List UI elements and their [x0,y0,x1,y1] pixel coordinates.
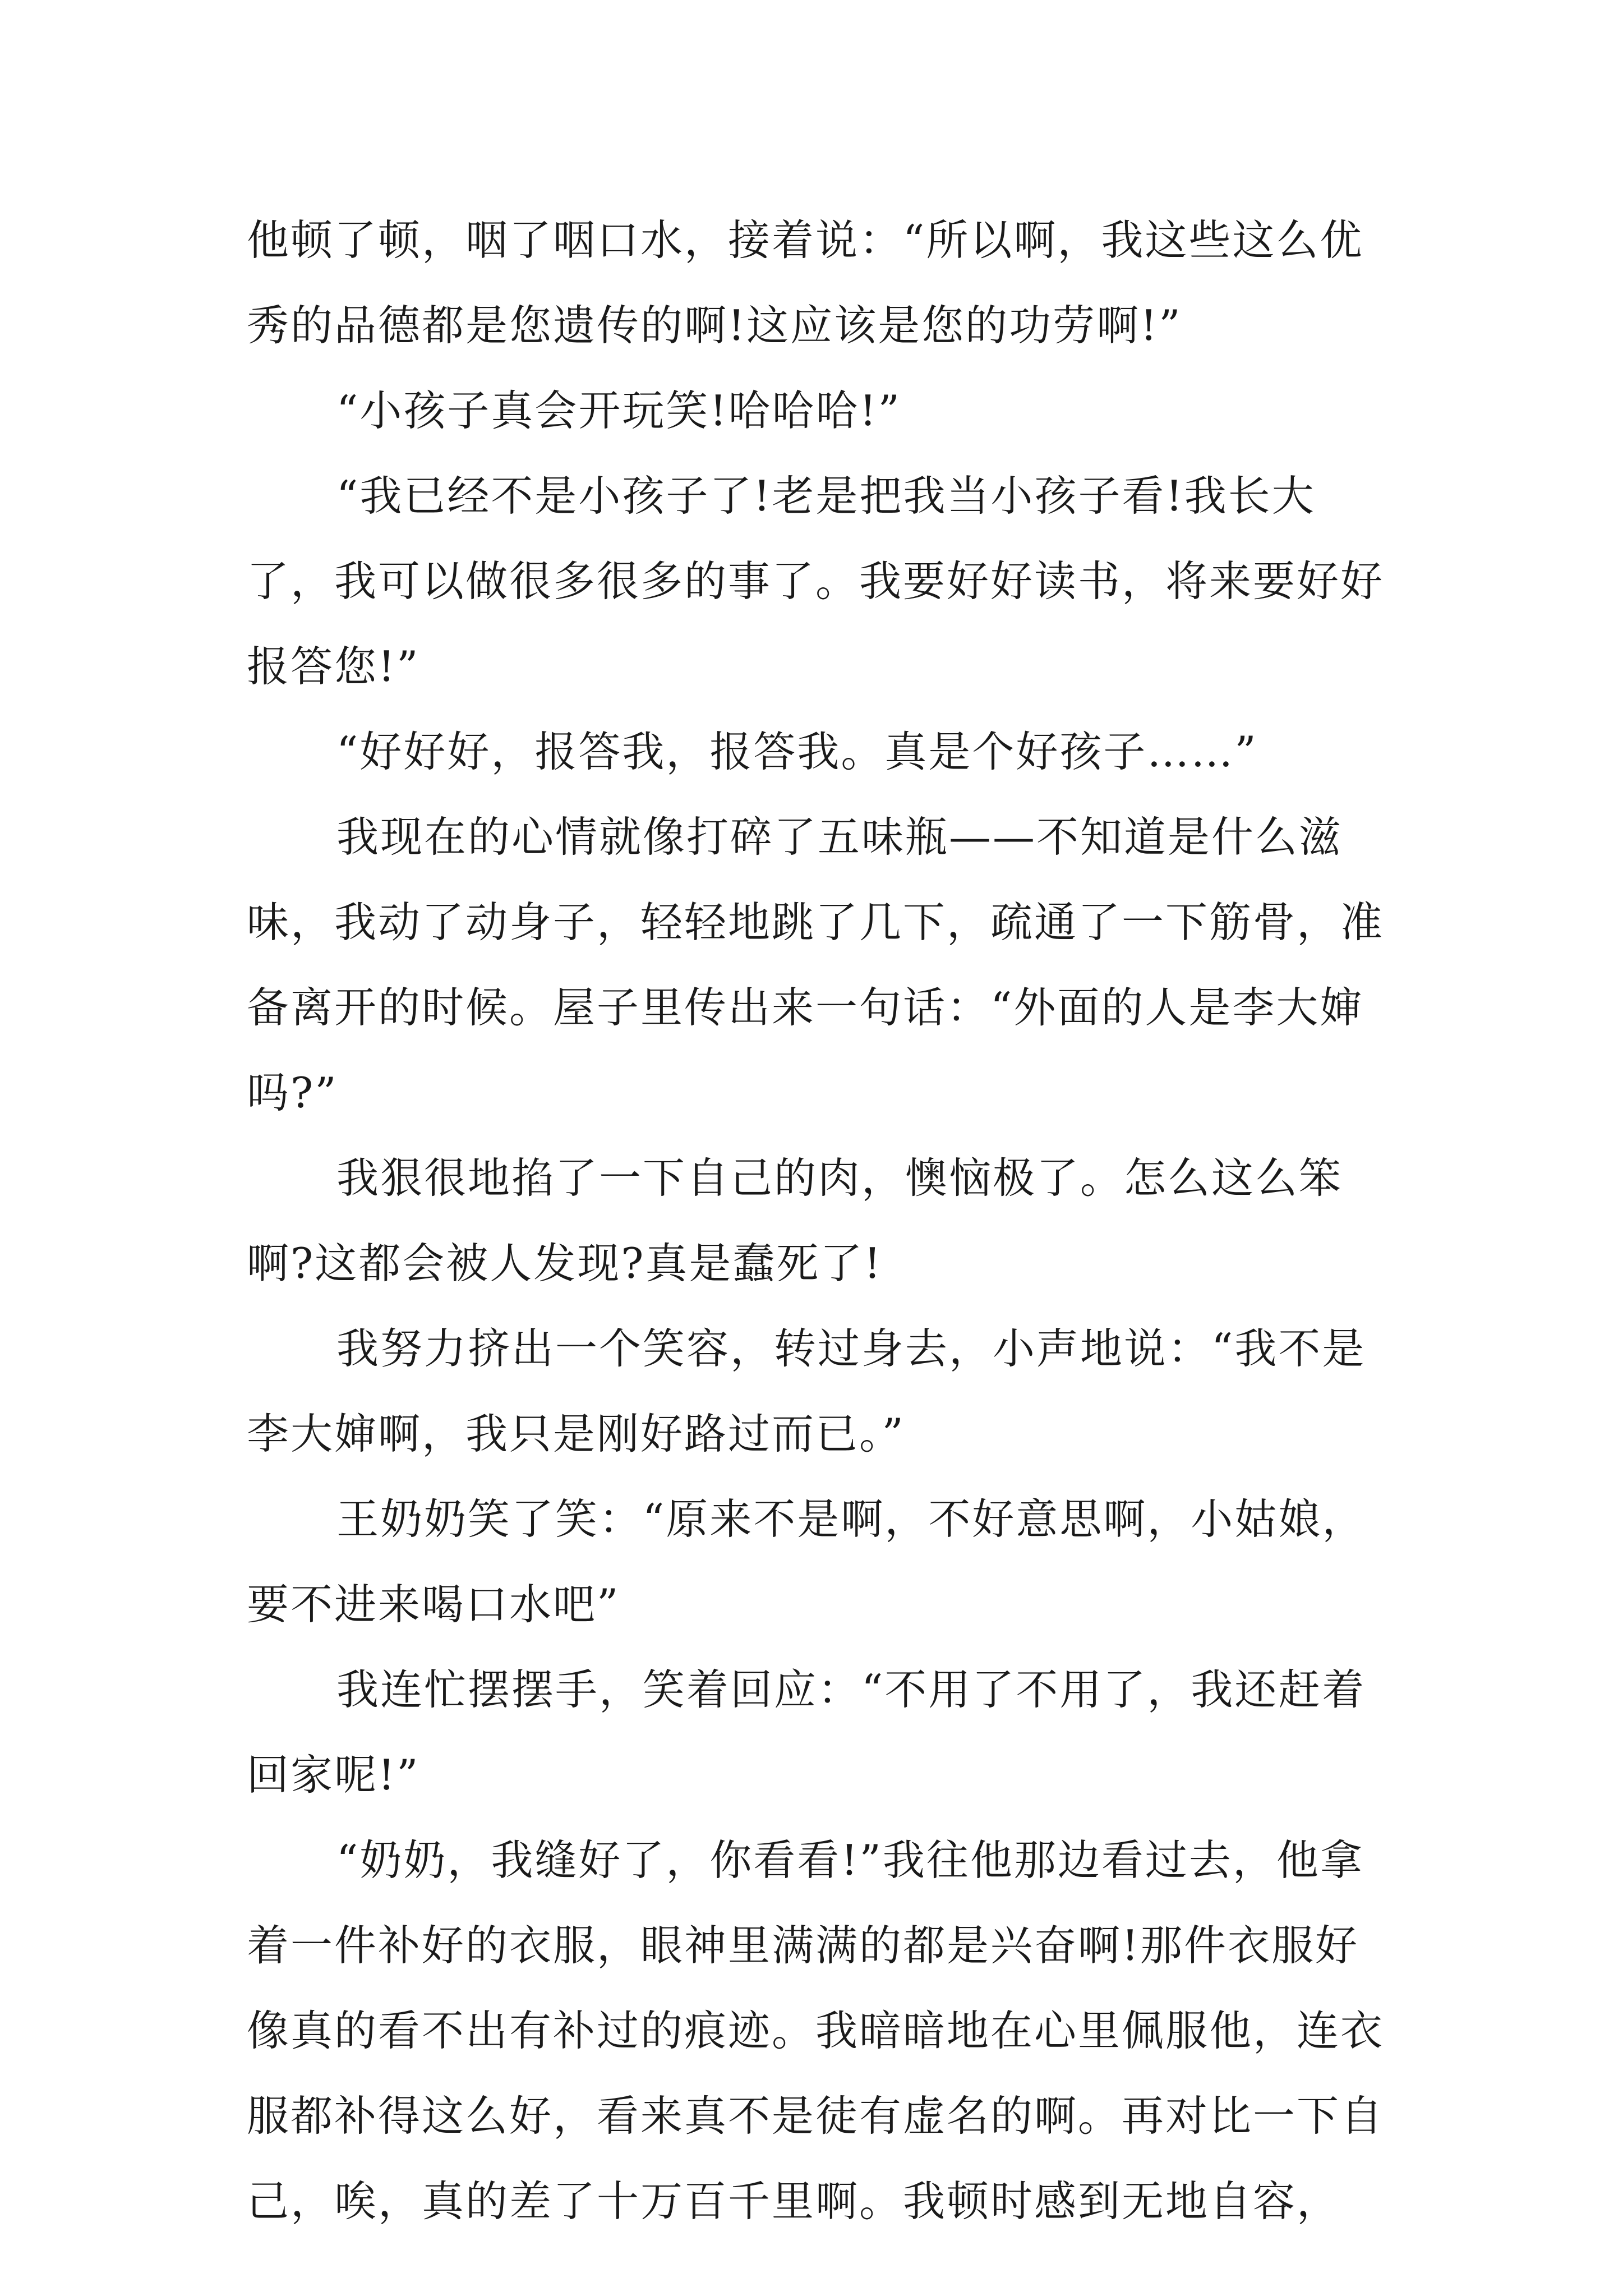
paragraph-10: “奶奶，我缝好了，你看看!”我往他那边看过去，他拿着一件补好的衣服，眼神里满满的都是兴奋啊!那件衣服好像真的看不出有补过的痕迹。我暗暗地在心里佩服他，连衣服都补得这么好，看来真不是徒有虚名的啊。再对比一下自己，唉，真的差了十万百千里啊。我顿时感到无地自容， [247,1835,1385,2226]
paragraph-9: 我连忙摆摆手，笑着回应：“不用了不用了，我还赶着回家呢!” [247,1665,1366,1800]
paragraph-5: 我现在的心情就像打碎了五味瓶——不知道是什么滋味，我动了动身子，轻轻地跳了几下，疏通了一下筋骨，准备离开的时候。屋子里传出来一句话：“外面的人是李大婶吗?” [247,812,1385,1117]
paragraph-8: 王奶奶笑了笑：“原来不是啊，不好意思啊，小姑娘，要不进来喝口水吧” [247,1494,1366,1629]
paragraph-3: “我已经不是小孩子了!老是把我当小孩子看!我长大了，我可以做很多很多的事了。我要好好读书，将来要好好报答您!” [247,471,1385,691]
body-text [247,197,1385,2244]
paragraph-4: “好好好，报答我，报答我。真是个好孩子……” [336,727,1258,776]
paragraph-6: 我狠很地掐了一下自己的肉，懊恼极了。怎么这么笨啊?这都会被人发现?真是蠢死了! [247,1153,1343,1288]
paragraph-1: 他顿了顿，咽了咽口水，接着说：“所以啊，我这些这么优秀的品德都是您遗传的啊!这应该是您的功劳啊!” [247,215,1364,350]
paragraph-7: 我努力挤出一个笑容，转过身去，小声地说：“我不是李大婶啊，我只是刚好路过而已。” [247,1324,1366,1458]
paragraph-2: “小孩子真会开玩笑!哈哈哈!” [336,386,901,435]
